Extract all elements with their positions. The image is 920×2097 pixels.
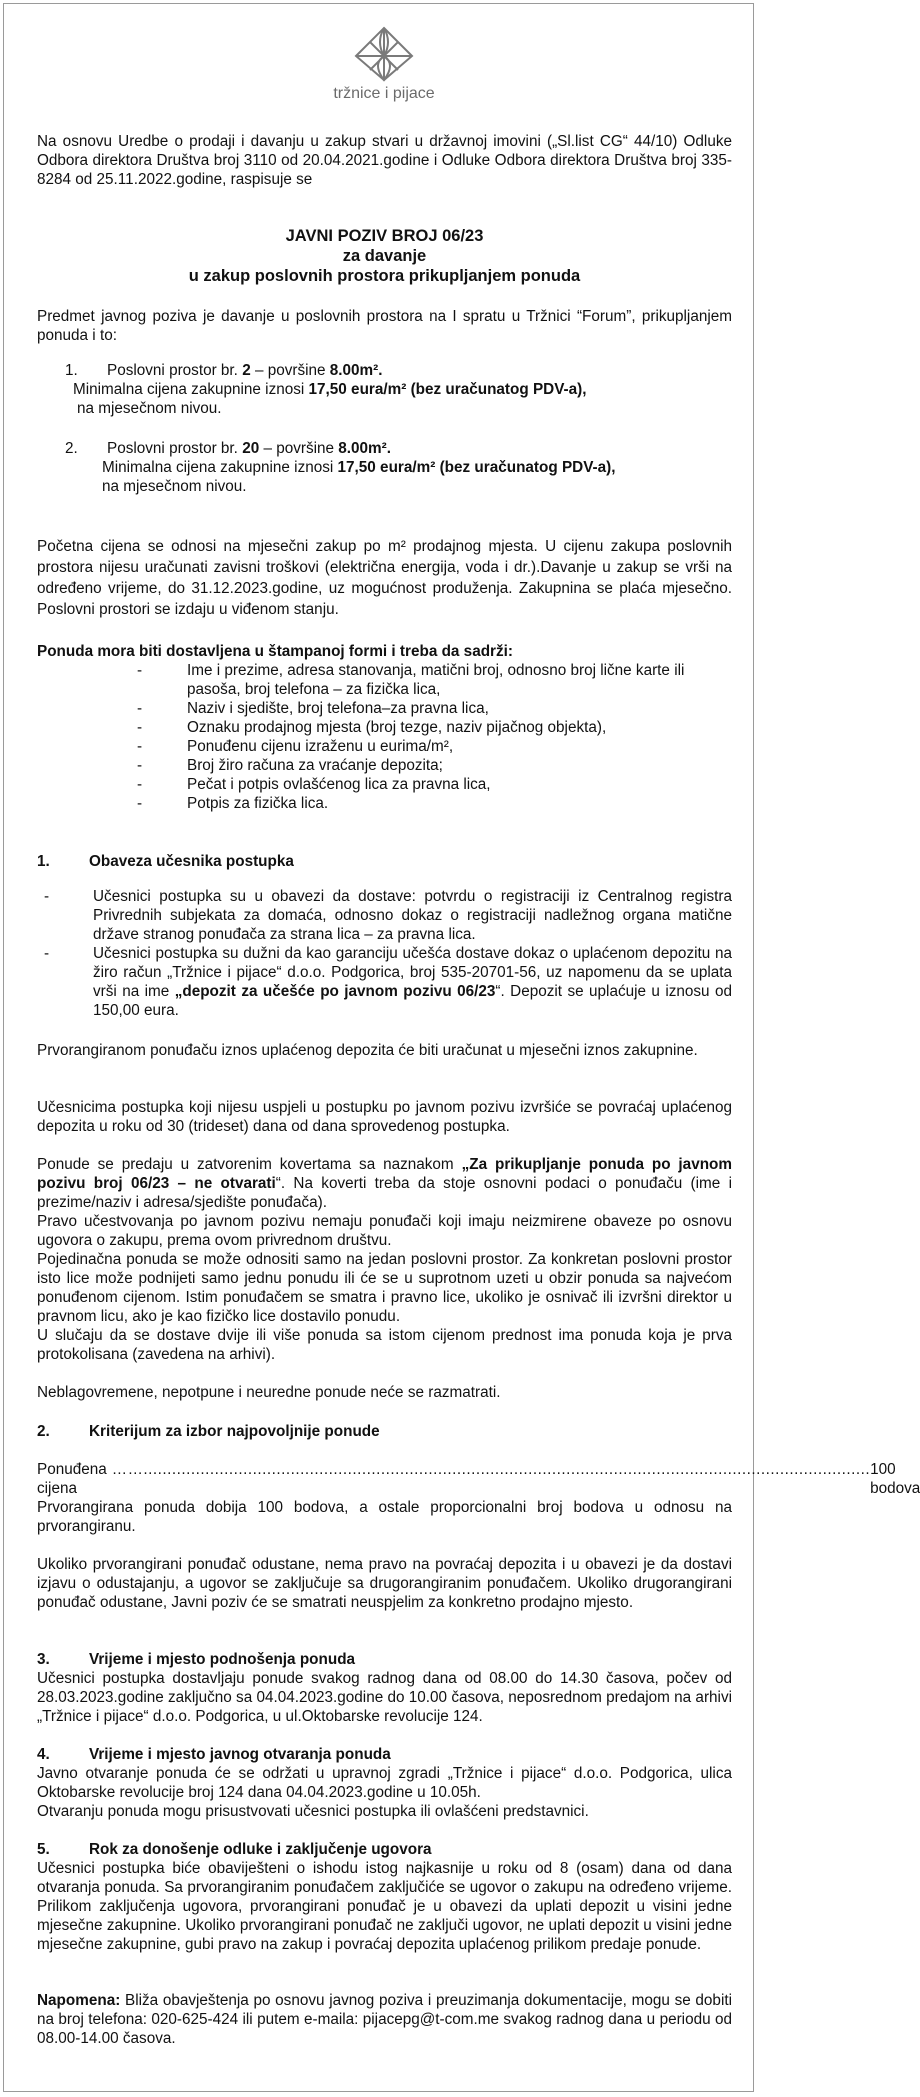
section-1-paragraph-2: Učesnicima postupka koji nijesu uspjeli u postupku po javnom pozivu izvršiće se povraćaj uplaćenog depozita u roku od 30 (trideset) dana od dana sprovedenog postupka.: [37, 1099, 732, 1135]
list-item: - Broj žiro računa za vraćanje depozita;: [37, 756, 732, 775]
criterion-dots: …….........................................................................................................................................................: [111, 1461, 871, 1478]
space-number: 1.: [65, 362, 78, 379]
logo-text: tržnice i pijace: [333, 85, 435, 102]
note-label: Napomena:: [37, 1992, 121, 2009]
section-3-heading: 3. Vrijeme i mjesto podnošenja ponuda: [37, 1651, 356, 1668]
section-1-heading: 1. Obaveza učesnika postupka: [37, 853, 294, 870]
criterion-row: [37, 1460, 920, 1498]
section-2-heading: 2. Kriterijum za izbor najpovoljnije ponude: [37, 1423, 380, 1440]
space-price: 17,50 eura/m² (bez uračunatog PDV-a),: [337, 459, 616, 476]
section-2-paragraph-2: Ukoliko prvorangirani ponuđač odustane, nema pravo na povraćaj depozita i u obavezi je da dostavi izjavu o odustajanju, a ugovor se zaključuje sa drugorangiranim ponuđačem. Ukoliko drugorangirani ponuđač odustane, Javni poziv će se smatrati neuspjelim za konkretno prodajno mjesto.: [37, 1556, 732, 1611]
space-item-1: 1. Poslovni prostor br. 2 – površine 8.00m². Minimalna cijena zakupnine iznosi 17,50 eura/m² (bez uračunatog PDV-a), na mjesečnom nivou.: [37, 361, 732, 418]
offer-requirements: [37, 642, 732, 813]
offer-list: [37, 661, 732, 813]
section-5-heading: 5. Rok za donošenje odluke i zaključenje ugovora: [37, 1841, 432, 1858]
offer-heading: Ponuda mora biti dostavljena u štampanoj formi i treba da sadrži:: [37, 643, 513, 660]
criterion-label: Ponuđena cijena: [37, 1461, 107, 1497]
space-item-2: 2. Poslovni prostor br. 20 – površine 8.00m². Minimalna cijena zakupnine iznosi 17,50 eura/m² (bez uračunatog PDV-a), na mjesečnom nivou.: [37, 439, 732, 496]
space-area: 8.00m².: [329, 362, 383, 379]
section-1-paragraph-7: Neblagovremene, nepotpune i neuredne ponude neće se razmatrati.: [37, 1384, 501, 1401]
subject-paragraph: Predmet javnog poziva je davanje u poslovnih prostora na I spratu u Tržnici “Forum”, prikupljanjem ponuda i to:: [37, 308, 732, 344]
price-paragraph: Početna cijena se odnosi na mjesečni zakup po m² prodajnog mjesta. U cijenu zakupa poslovnih prostora nijesu uračunati zavisni troškovi (električna energija, voda i dr.).Davanje u zakup se vrši na određeno vrijeme, do 31.12.2023.godine, uz mogućnost produženja. Zakupnina se plaća mjesečno. Poslovni prostori se izdaju u viđenom stanju.: [37, 538, 732, 618]
logo-emblem-icon: [352, 24, 416, 82]
space-id: 20: [242, 440, 260, 457]
section-1-paragraph-4: Pravo učestvovanja po javnom pozivu nemaju ponuđači koji imaju neizmirene obaveze po osnovu ugovora o zakupu, prema ovom privrednom društvu.: [37, 1213, 732, 1249]
document-page: [3, 3, 920, 2092]
title-line-1: JAVNI POZIV BROJ 06/23: [285, 227, 484, 245]
section-3: [37, 1650, 732, 1726]
section-3-text: Učesnici postupka dostavljaju ponude svakog radnog dana od 08.00 do 14.30 časova, počev od 28.03.2023.godine zaključno sa 04.04.2023.godine do 10.00 časova, neposrednom predajom na arhivi „Tržnice i pijace“ d.o.o. Podgorica, u ul.Oktobarske revolucije 124.: [37, 1670, 732, 1725]
section-1-paragraph-6: U slučaju da se dostave dvije ili više ponuda sa istom cijenom prednost ima ponuda koja je prva protokolisana (zavedena na arhivi).: [37, 1327, 732, 1363]
list-item: - Potpis za fizička lica.: [37, 794, 732, 813]
title-line-2: za davanje: [342, 247, 427, 265]
list-item: - Učesnici postupka su dužni da kao garanciju učešća dostave dokaz o uplaćenom depozitu na žiro račun „Tržnice i pijace“ d.o.o. Podgorica, broj 535-20701-56, uz napomenu da se uplata vrši na ime „depozit za učešće po javnom pozivu 06/23“. Depozit se uplaćuje u iznosu od 150,00 eura.: [37, 944, 732, 1020]
section-4: [37, 1745, 732, 1821]
intro-paragraph: Na osnovu Uredbe o prodaji i davanju u zakup stvari u državnoj imovini („Sl.list CG“ 44/10) Odluke Odbora direktora Društva broj 3110 od 20.04.2021.godine i Odluke Odbora direktora Društva broj 335-8284 od 25.11.2022.godine, raspisuje se: [37, 133, 732, 188]
note-paragraph: Napomena: Bliža obavještenja po osnovu javnog poziva i preuzimanja dokumentacije, mogu se dobiti na broj telefona: 020-625-424 ili putem e-maila: pijacepg@t-com.me svakog radnog dana u periodu od 08.00-14.00 časova.: [37, 1992, 732, 2047]
space-area: 8.00m².: [338, 440, 391, 457]
section-5-text: Učesnici postupka biće obaviješteni o ishodu istog najkasnije u roku od 8 (osam) dana od dana otvaranja ponuda. Sa prvorangiranim ponuđačem zaključiće se ugovor o zakupu na određeno vrijeme. Prilikom zaključenja ugovora, prvorangirani ponuđač je u obavezi da uplati depozit u visini jedne mjesečne zakupnine. Ukoliko prvorangirani ponuđač ne zaključi ugovor, ne uplati depozit u visini jedne mjesečne zakupnine, gubi pravo na zakup i povraćaj depozita uplaćenog prilikom predaje ponude.: [37, 1860, 732, 1953]
section-5: [37, 1840, 732, 1954]
section-1-paragraph-5: Pojedinačna ponuda se može odnositi samo na jedan poslovni prostor. Za konkretan poslovni prostor isto lice može podnijeti samo jednu ponudu ili će se u suprotnom uzeti u obzir ponuda sa najvećom ponuđenom cijenom. Istim ponuđačem se smatra i pravno lice, ukoliko je osnivač ili izvršni direktor u pravnom licu, ako je kao fizičko lice dostavilo ponudu.: [37, 1251, 732, 1325]
list-item: - Naziv i sjedište, broj telefona–za pravna lica,: [37, 699, 732, 718]
title-line-3: u zakup poslovnih prostora prikupljanjem ponuda: [188, 267, 581, 285]
space-number: 2.: [65, 440, 78, 457]
section-1-paragraph-3: Ponude se predaju u zatvorenim kovertama sa naznakom „Za prikupljanje ponuda po javnom pozivu broj 06/23 – ne otvarati“. Na koverti treba da stoje osnovni podaci o ponuđaču (ime i prezime/naziv i adresa/sjedište ponuđača).: [37, 1156, 732, 1211]
list-item: - Ime i prezime, adresa stanovanja, matični broj, odnosno broj lične karte ili pasoša, broj telefona – za fizička lica,: [37, 661, 732, 699]
list-item: - Učesnici postupka su u obavezi da dostave: potvrdu o registraciji iz Centralnog registra Privrednih subjekata za domaća, odnosno dokaz o registraciji nadležnog organa matične države stranog ponuđača za strana lica – za pravna lica.: [37, 887, 732, 944]
criterion-points: 100 bodova: [870, 1461, 920, 1497]
list-item: - Ponuđenu cijenu izraženu u eurima/m²,: [37, 737, 732, 756]
space-price: 17,50 eura/m² (bez uračunatog PDV-a),: [308, 381, 587, 398]
section-1-paragraph-1: Prvorangiranom ponuđaču iznos uplaćenog depozita će biti uračunat u mjesečni iznos zakupnine.: [37, 1042, 698, 1059]
list-item: - Oznaku prodajnog mjesta (broj tezge, naziv pijačnog objekta),: [37, 718, 732, 737]
section-4-text: Javno otvaranje ponuda će se održati u upravnoj zgradi „Tržnice i pijace“ d.o.o. Podgorica, ulica Oktobarske revolucije broj 124 dana 04.04.2023.godine u 10.05h.: [37, 1765, 732, 1801]
company-logo: [304, 24, 464, 124]
section-1-list: [37, 887, 732, 1020]
space-id: 2: [242, 362, 251, 379]
section-4-text-2: Otvaranju ponuda mogu prisustvovati učesnici postupka ili ovlašćeni predstavnici.: [37, 1803, 589, 1820]
list-item: - Pečat i potpis ovlašćenog lica za pravna lica,: [37, 775, 732, 794]
section-4-heading: 4. Vrijeme i mjesto javnog otvaranja ponuda: [37, 1746, 391, 1763]
document-title: [37, 226, 732, 286]
section-2-paragraph-1: Prvorangirana ponuda dobija 100 bodova, a ostale proporcionalni broj bodova u odnosu na prvorangiranu.: [37, 1499, 732, 1535]
